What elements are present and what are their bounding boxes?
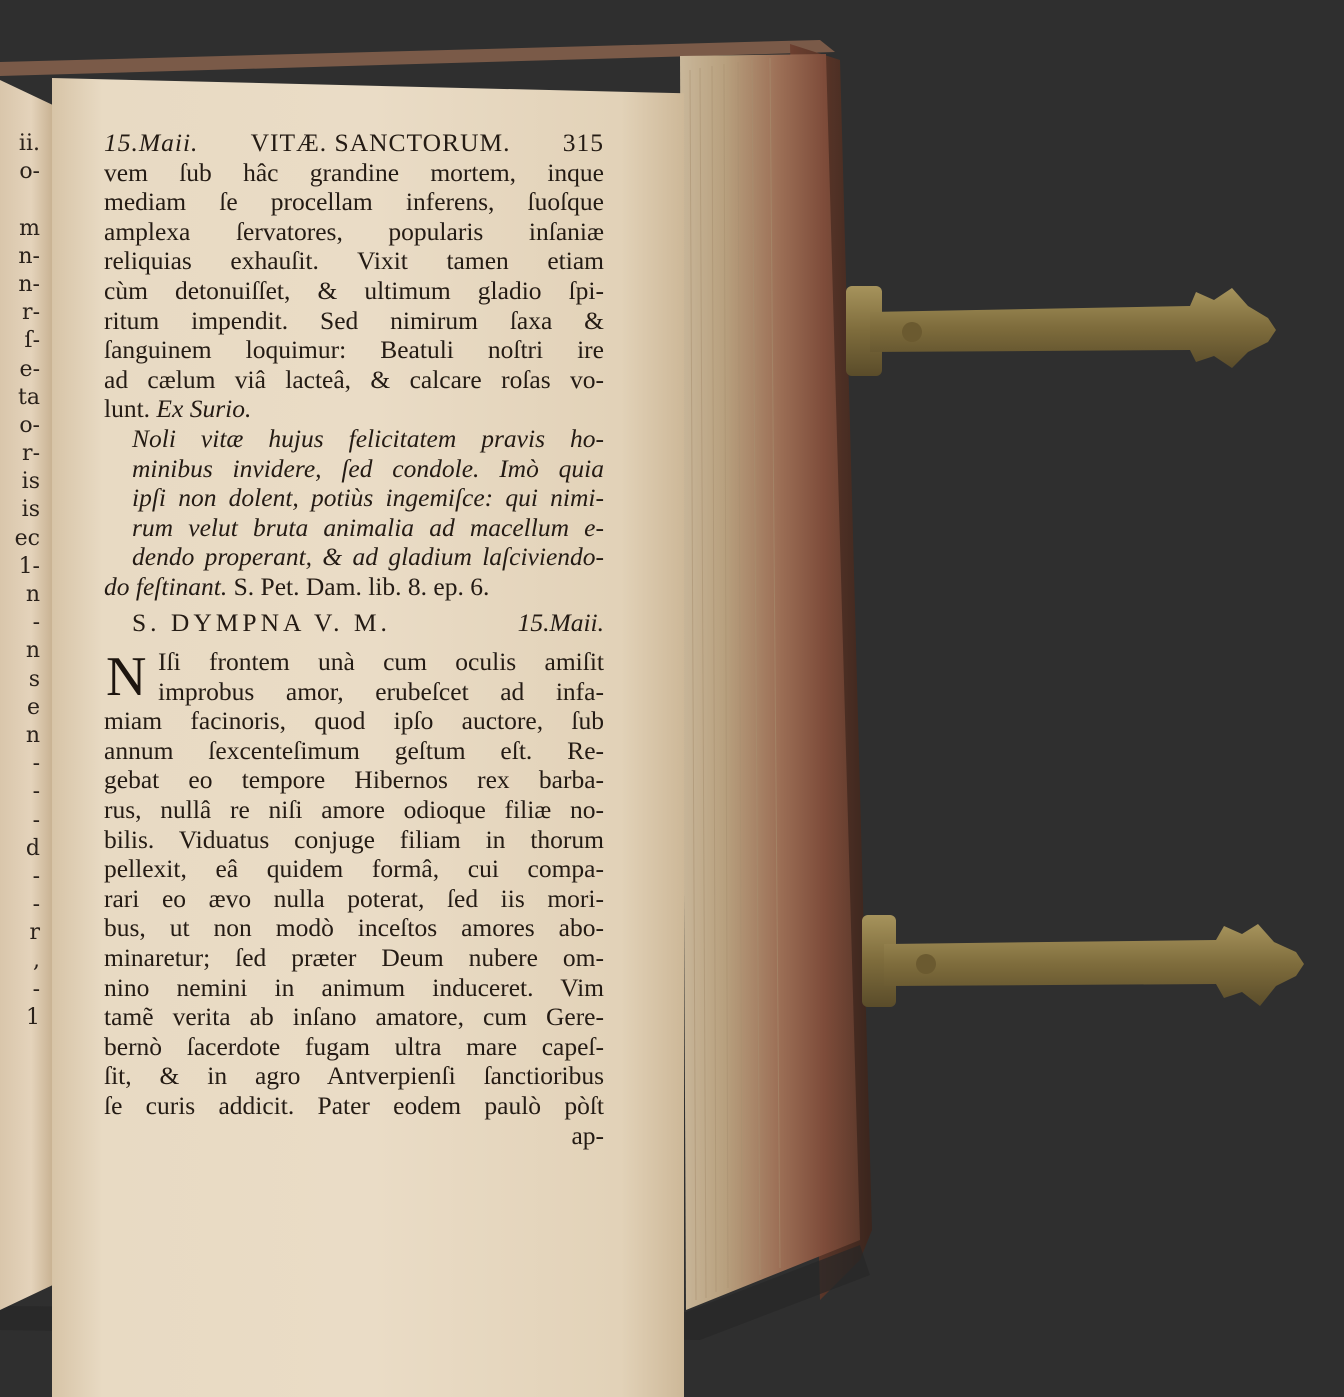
left-margin-fragment: e [26, 694, 40, 720]
italic-passage-end [104, 572, 604, 602]
text-line: mediam ſe procellam inferens, ſuoſque [104, 187, 604, 217]
left-margin-fragment: - [32, 892, 40, 918]
left-margin-fragment: n- [18, 271, 40, 297]
left-margin-fragment: s [28, 666, 40, 692]
left-margin-fragment: - [32, 751, 40, 777]
text-line: ritum impendit. Sed nimirum ſaxa & [104, 305, 604, 335]
left-margin-fragment: d [25, 835, 40, 861]
left-margin-fragment: r- [22, 300, 40, 326]
text-line: minaretur; ſed præter Deum nubere om- [104, 943, 604, 973]
text-line: ſit, & in agro Antverpienſi ſanctioribus [104, 1061, 604, 1091]
left-margin-fragment: e- [19, 356, 40, 382]
paragraph-1-end [104, 394, 604, 424]
left-margin-fragment: - [32, 610, 40, 636]
text-line: Iſi frontem unà cum oculis amiſit [158, 647, 604, 677]
text-line: ad cælum viâ lacteâ, & calcare roſas vo- [104, 364, 604, 394]
text-line: ſe curis addicit. Pater eodem paulò pòſt [104, 1091, 604, 1120]
left-margin-fragment: n [25, 582, 40, 607]
text-line: rus, nullâ re niſi amore odioque filiæ no- [104, 795, 604, 825]
left-margin-fragment: o- [19, 412, 40, 438]
paragraph-1 [104, 158, 604, 395]
left-margin-fragment: n [25, 638, 40, 664]
left-margin-fragment: m [19, 215, 40, 241]
left-margin-fragment: , [33, 948, 40, 974]
left-margin-fragment: ſ- [24, 328, 40, 354]
italic-text-line: minibus invidere, ſed condole. Imò quia [132, 453, 604, 483]
text-line: vem ſub hâc grandine mortem, inque [104, 157, 604, 187]
text-line: annum ſexcenteſimum geſtum eſt. Re- [104, 735, 604, 765]
page-number: 315 [562, 128, 604, 157]
left-margin-fragment: n- [18, 243, 40, 269]
left-margin-fragment: o- [19, 159, 40, 185]
left-margin-fragment: 1 [26, 1004, 40, 1030]
text-line: ſanguinem loquimur: Beatuli noſtri ire [104, 335, 604, 365]
italic-text-line: rum velut bruta animalia ad macellum e- [132, 512, 604, 542]
text-line: pellexit, eâ quidem formâ, cui compa- [104, 854, 604, 884]
italic-text-line: dendo properant, & ad gladium laſciviendo- [132, 542, 604, 572]
left-margin-fragment: is [21, 469, 40, 495]
italic-text-line: ipſi non dolent, potiùs ingemiſce: qui nimi- [132, 483, 604, 513]
left-margin-fragment: ec [14, 525, 40, 551]
left-page-margin-text [0, 130, 40, 1210]
saint-name: S. DYMPNA V. M. [132, 607, 391, 637]
left-margin-fragment: is [21, 497, 40, 523]
left-margin-fragment: ta [18, 384, 40, 410]
left-margin-fragment [33, 186, 40, 214]
source-ref: Ex Surio. [156, 394, 252, 424]
italic-text-line: Noli vitæ hujus felicitatem pravis ho- [132, 423, 604, 453]
section-heading [104, 608, 604, 638]
italic-passage [104, 424, 604, 572]
text-line: gebat eo tempore Hibernos rex barba- [104, 765, 604, 795]
paragraph-1-end-text: lunt. [104, 394, 151, 424]
text-line: tamẽ verita ab inſano amatore, cum Gere- [104, 1002, 604, 1032]
left-margin-fragment: ii. [18, 131, 40, 156]
catchword: ap- [571, 1120, 604, 1150]
paragraph-2-first-lines [104, 646, 604, 709]
running-header [104, 128, 604, 158]
text-line: nino nemini in animum induceret. Vim [104, 972, 604, 1002]
text-line: bilis. Viduatus conjuge filiam in thorum [104, 824, 604, 854]
text-line: amplexa ſervatores, popularis inſaniæ [104, 216, 604, 246]
text-line: rari eo ævo nulla poterat, ſed iis mori- [104, 883, 604, 913]
section-date: 15.Maii. [517, 607, 604, 637]
left-margin-fragment: r [29, 920, 40, 946]
page-text [104, 128, 604, 1150]
header-date: 15.Maii. [104, 128, 199, 157]
header-title: VITÆ. SANCTORUM. [250, 128, 511, 157]
text-line: bernò ſacerdote fugam ultra mare capeſ- [104, 1031, 604, 1061]
left-margin-fragment: r- [22, 441, 40, 467]
text-line: miam facinoris, quod ipſo auctore, ſub [104, 706, 604, 736]
left-margin-fragment: - [32, 807, 40, 833]
text-line: improbus amor, erubeſcet ad infa- [158, 676, 604, 706]
italic-end-text: do feſtinant. [104, 571, 228, 601]
left-margin-fragment: - [32, 779, 40, 805]
paragraph-2-opening [104, 646, 604, 709]
drop-cap: N [106, 646, 147, 709]
left-margin-fragment: - [32, 863, 40, 889]
text-line: reliquias exhauſit. Vixit tamen etiam [104, 246, 604, 276]
citation: S. Pet. Dam. lib. 8. ep. 6. [233, 571, 490, 601]
left-margin-fragment: n [25, 722, 40, 748]
left-margin-fragment: - [32, 976, 40, 1002]
text-line: bus, ut non modò inceſtos amores abo- [104, 913, 604, 943]
paragraph-2 [104, 706, 604, 1120]
text-line: cùm detonuiſſet, & ultimum gladio ſpi- [104, 275, 604, 305]
left-margin-fragment: 1- [18, 553, 40, 579]
